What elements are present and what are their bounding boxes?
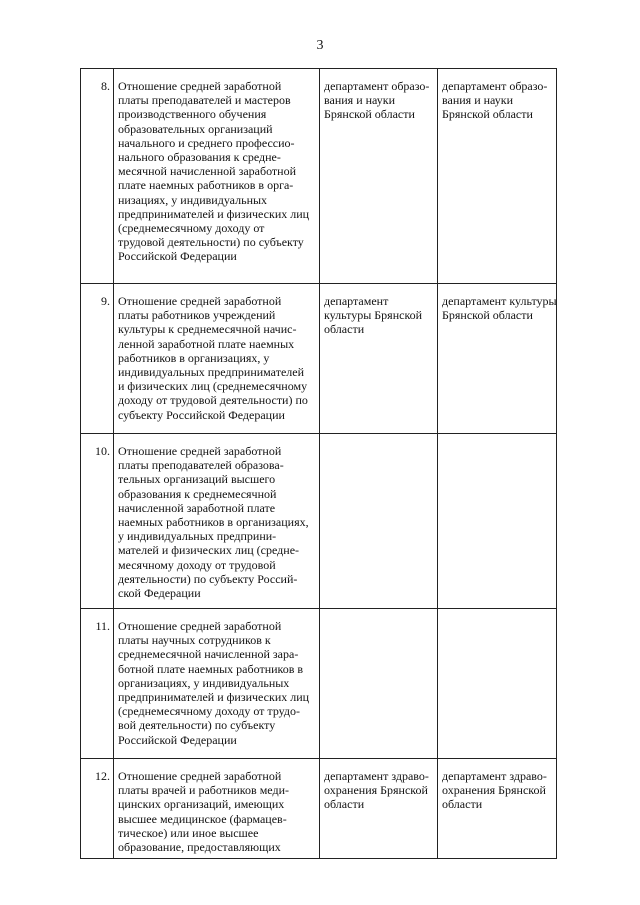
indicator-description-line: и физических лиц (среднемесячному (118, 379, 308, 394)
responsible-department-line: вания и науки (324, 93, 396, 108)
indicator-description-cell (114, 284, 320, 434)
indicator-description-line: Российской Федерации (118, 732, 237, 747)
indicator-description-line: наемных работников в организациях, (118, 515, 309, 530)
indicator-description-line: образование, предоставляющих (118, 840, 281, 855)
coexecutor-department-line: департамент образо- (442, 79, 548, 93)
indicator-description-line: среднемесячной начисленной зара- (118, 647, 299, 662)
responsible-department-cell (320, 69, 438, 284)
row-number: 11. (81, 609, 114, 759)
indicator-description-cell (114, 434, 320, 609)
responsible-department-line: области (324, 797, 365, 812)
indicator-description-cell (114, 69, 320, 284)
indicator-description-line: платы врачей и работников меди- (118, 783, 289, 798)
coexecutor-department-cell (438, 609, 557, 759)
indicator-description-line: индивидуальных предпринимателей (118, 365, 304, 380)
indicator-description-line: (среднемесячному доходу от трудо- (118, 704, 301, 719)
indicator-description-line: образования к среднемесячной (118, 486, 277, 501)
indicator-description-cell (114, 609, 320, 759)
indicator-description-line: (среднемесячному доходу от (118, 221, 265, 236)
responsible-department-line: Брянской области (324, 107, 415, 122)
indicators-table (80, 68, 557, 859)
responsible-department-line: культуры Брянской (324, 308, 423, 323)
row-number: 8. (81, 69, 114, 284)
indicator-description-line: доходу от трудовой деятельности) по (118, 393, 308, 408)
indicator-description-line: тельных организаций высшего (118, 472, 276, 487)
table-body (81, 69, 557, 859)
indicator-description-line: нального образования к средне- (118, 150, 281, 165)
indicator-description-line: тическое) или иное высшее (118, 825, 259, 840)
responsible-department-cell (320, 609, 438, 759)
indicator-description-line: вой деятельности) по субъекту (118, 718, 276, 733)
indicator-description-line: ботной плате наемных работников в (118, 661, 304, 676)
table-row (81, 434, 557, 609)
indicator-description-line: трудовой деятельности) по субъекту (118, 235, 304, 250)
row-number: 10. (81, 434, 114, 609)
table-row (81, 609, 557, 759)
indicator-description-line: платы преподавателей и мастеров (118, 93, 291, 108)
responsible-department-line: департамент здраво- (324, 769, 429, 783)
indicator-description-line: субъекту Российской Федерации (118, 407, 285, 422)
page-number: 3 (316, 38, 324, 53)
indicator-description-line: Отношение средней заработной (118, 769, 282, 783)
indicator-description-line: месячному доходу от трудовой (118, 557, 276, 572)
indicator-description-line: начисленной заработной плате (118, 500, 276, 515)
indicator-description-line: Отношение средней заработной (118, 79, 282, 93)
row-number: 9. (81, 284, 114, 434)
coexecutor-department-line: охранения Брянской (442, 783, 546, 798)
indicator-description-line: мателей и физических лиц (средне- (118, 543, 300, 558)
indicator-description-line: организациях, у индивидуальных (118, 675, 290, 690)
indicator-description-line: у индивидуальных предприни- (118, 529, 277, 544)
row-number: 12. (81, 759, 114, 859)
indicator-description-line: предпринимателей и физических лиц (118, 206, 310, 221)
indicator-description-line: производственного обучения (118, 107, 267, 122)
responsible-department-line: охранения Брянской (324, 783, 428, 798)
table-row (81, 759, 557, 859)
indicator-description-line: деятельности) по субъекту Россий- (118, 571, 298, 586)
responsible-department-cell (320, 434, 438, 609)
indicator-description-cell (114, 759, 320, 859)
indicator-description-line: Отношение средней заработной (118, 294, 282, 308)
indicator-description-line: платы преподавателей образова- (118, 458, 284, 473)
coexecutor-department-cell (438, 284, 557, 434)
indicator-description-line: ленной заработной плате наемных (118, 336, 295, 351)
responsible-department-line: департамент образо- (324, 79, 430, 93)
coexecutor-department-line: департамент здраво- (442, 769, 547, 783)
indicator-description-line: месячной начисленной заработной (118, 164, 297, 179)
indicator-description-line: Российской Федерации (118, 249, 237, 264)
indicator-description-line: предпринимателей и физических лиц (118, 690, 310, 705)
coexecutor-department-line: области (442, 797, 483, 812)
indicator-description-line: плате наемных работников в орга- (118, 178, 294, 193)
coexecutor-department-line: вания и науки (442, 93, 514, 108)
indicator-description-line: цинских организаций, имеющих (118, 797, 285, 812)
coexecutor-department-line: департамент культуры (442, 294, 557, 308)
responsible-department-line: области (324, 322, 365, 337)
coexecutor-department-line: Брянской области (442, 107, 533, 122)
coexecutor-department-cell (438, 69, 557, 284)
coexecutor-department-line: Брянской области (442, 308, 533, 323)
indicator-description-line: ской Федерации (118, 586, 201, 601)
coexecutor-department-cell (438, 759, 557, 859)
indicator-description-line: высшее медицинское (фармацев- (118, 811, 287, 826)
table-row (81, 69, 557, 284)
coexecutor-department-cell (438, 434, 557, 609)
responsible-department-line: департамент (324, 294, 389, 308)
indicator-description-line: культуры к среднемесячной начис- (118, 322, 297, 337)
indicator-description-line: Отношение средней заработной (118, 619, 282, 633)
indicator-description-line: Отношение средней заработной (118, 444, 282, 458)
indicator-description-line: начального и среднего профессио- (118, 135, 295, 150)
indicator-description-line: образовательных организаций (118, 121, 273, 136)
responsible-department-cell (320, 759, 438, 859)
indicator-description-line: платы работников учреждений (118, 308, 276, 323)
table-row (81, 284, 557, 434)
indicator-description-line: платы научных сотрудников к (118, 633, 271, 648)
indicator-description-line: работников в организациях, у (118, 350, 270, 365)
responsible-department-cell (320, 284, 438, 434)
indicator-description-line: низациях, у индивидуальных (118, 192, 268, 207)
